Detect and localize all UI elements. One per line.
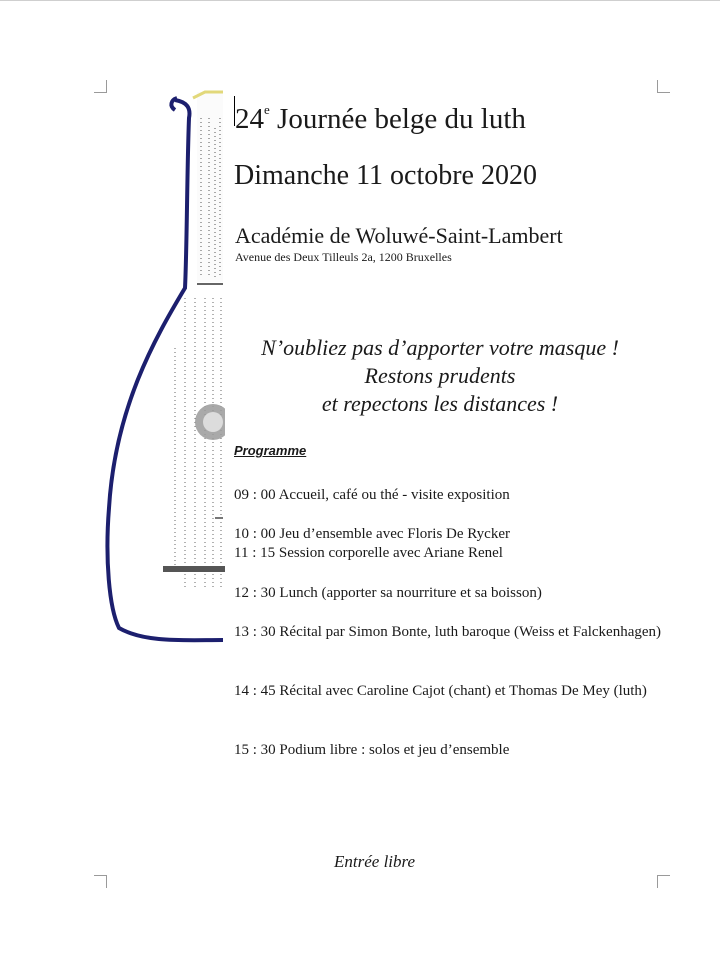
programme-heading: Programme [234, 443, 307, 458]
schedule-item: 14 : 45 Récital avec Caroline Cajot (chant) et Thomas De Mey (luth) [234, 683, 647, 699]
title-ordinal: e [264, 102, 270, 117]
schedule-item: 13 : 30 Récital par Simon Bonte, luth baroque (Weiss et Falckenhagen) [234, 624, 662, 640]
reminder-line-2: Restons prudents [364, 363, 516, 388]
page-top-edge [0, 0, 720, 1]
lute-illustration-icon [105, 88, 225, 648]
mask-reminder [230, 334, 650, 418]
margin-corner-top-right [657, 80, 670, 93]
schedule-item: 10 : 00 Jeu d’ensemble avec Floris De Rycker [234, 526, 510, 542]
reminder-line-1: N’oubliez pas d’apporter votre masque ! [261, 335, 619, 360]
event-address: Avenue des Deux Tilleuls 2a, 1200 Bruxelles [235, 250, 452, 264]
free-entry-note: Entrée libre [334, 852, 416, 871]
reminder-line-3: et repectons les distances ! [321, 391, 559, 416]
margin-corner-bottom-left [94, 875, 107, 888]
schedule-item: 12 : 30 Lunch (apporter sa nourriture et sa boisson) [234, 585, 542, 601]
event-title [235, 92, 526, 137]
title-number: 24 [235, 103, 264, 135]
schedule-item: 11 : 15 Session corporelle avec Ariane Renel [234, 545, 503, 561]
margin-corner-bottom-right [657, 875, 670, 888]
event-date: Dimanche 11 octobre 2020 [234, 160, 537, 191]
event-venue: Académie de Woluwé-Saint-Lambert [235, 223, 563, 248]
schedule-item: 15 : 30 Podium libre : solos et jeu d’ensemble [234, 742, 510, 758]
schedule-item: 09 : 00 Accueil, café ou thé - visite exposition [234, 487, 510, 503]
title-text: Journée belge du luth [269, 103, 526, 135]
